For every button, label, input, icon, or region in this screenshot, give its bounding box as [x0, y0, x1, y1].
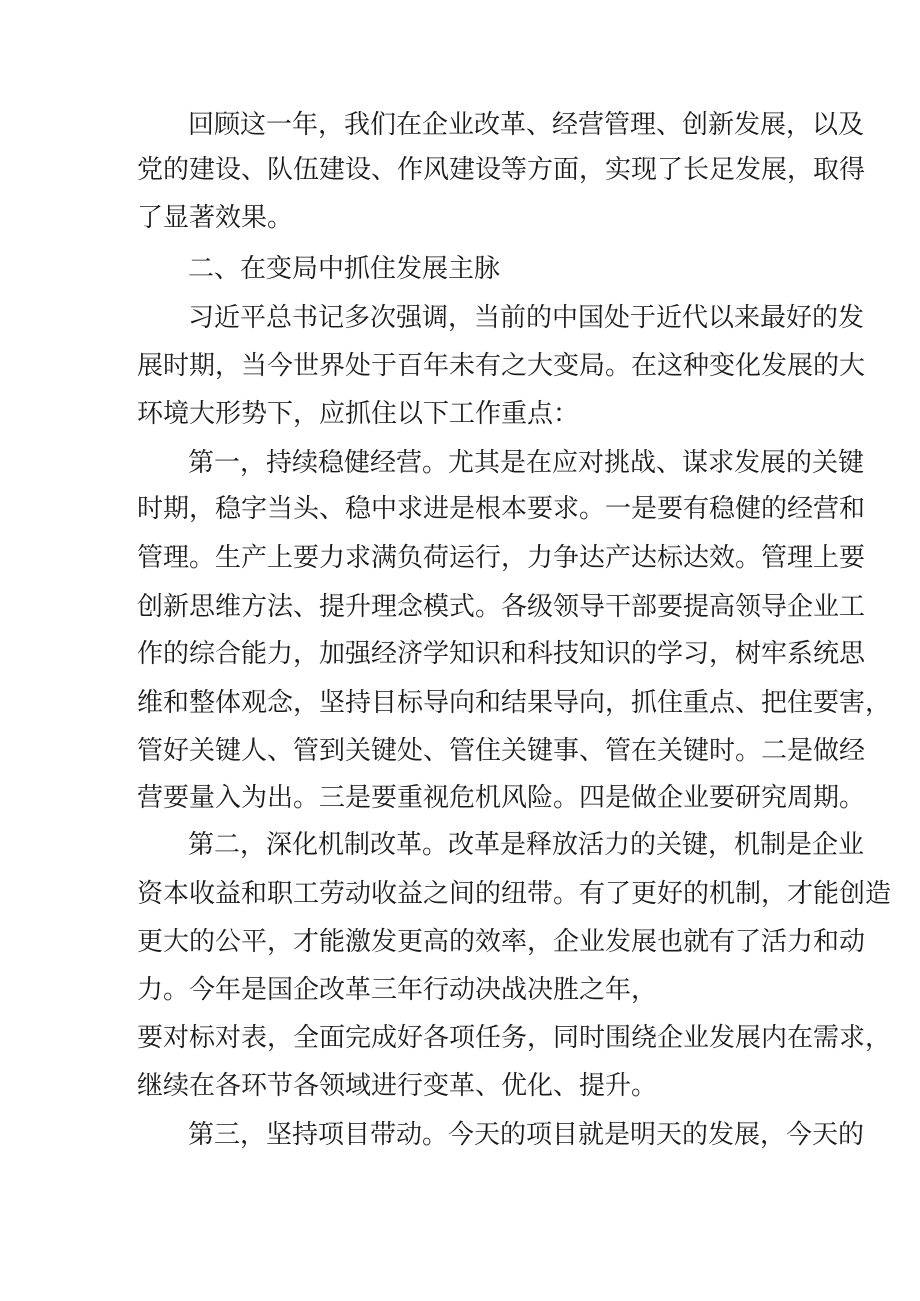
paragraph-line: 回顾这一年，我们在企业改革、经营管理、创新发展，以及 — [188, 110, 865, 140]
paragraph-line: 更大的公平，才能激发更高的效率，企业发展也就有了活力和动 — [137, 927, 866, 957]
paragraph-line: 作的综合能力，加强经济学知识和科技知识的学习，树牢系统思 — [137, 639, 866, 669]
paragraph-line: 管理。生产上要力求满负荷运行，力争达产达标达效。管理上要 — [137, 543, 866, 573]
paragraph-line: 第三，坚持项目带动。今天的项目就是明天的发展，今天的 — [188, 1120, 865, 1150]
paragraph-line: 维和整体观念，坚持目标导向和结果导向，抓住重点、把住要害， — [137, 688, 892, 718]
paragraph-line: 资本收益和职工劳动收益之间的纽带。有了更好的机制，才能创造 — [137, 879, 892, 909]
paragraph-line: 习近平总书记多次强调，当前的中国处于近代以来最好的发 — [188, 303, 865, 333]
paragraph-line: 党的建设、队伍建设、作风建设等方面，实现了长足发展，取得 — [137, 155, 866, 185]
paragraph-line: 第二，深化机制改革。改革是释放活力的关键，机制是企业 — [188, 830, 865, 860]
paragraph-line: 时期，稳字当头、稳中求进是根本要求。一是要有稳健的经营和 — [137, 494, 866, 524]
paragraph-line: 管好关键人、管到关键处、管住关键事、管在关键时。二是做经 — [137, 736, 866, 766]
paragraph-line: 第一，持续稳健经营。尤其是在应对挑战、谋求发展的关键 — [188, 448, 865, 478]
paragraph-line: 要对标对表，全面完成好各项任务，同时围绕企业发展内在需求， — [137, 1023, 892, 1053]
paragraph-line: 环境大形势下，应抓住以下工作重点： — [137, 399, 580, 429]
paragraph-line: 营要量入为出。三是要重视危机风险。四是做企业要研究周期。 — [137, 783, 866, 813]
paragraph-line: 继续在各环节各领域进行变革、优化、提升。 — [137, 1071, 658, 1101]
paragraph-line: 了显著效果。 — [137, 203, 294, 233]
paragraph-line: 创新思维方法、提升理念模式。各级领导干部要提高领导企业工 — [137, 592, 866, 622]
paragraph-line: 展时期，当今世界处于百年未有之大变局。在这种变化发展的大 — [137, 351, 866, 381]
section-heading: 二、在变局中抓住发展主脉 — [188, 254, 501, 284]
paragraph-line: 力。今年是国企改革三年行动决战决胜之年， — [137, 975, 658, 1005]
